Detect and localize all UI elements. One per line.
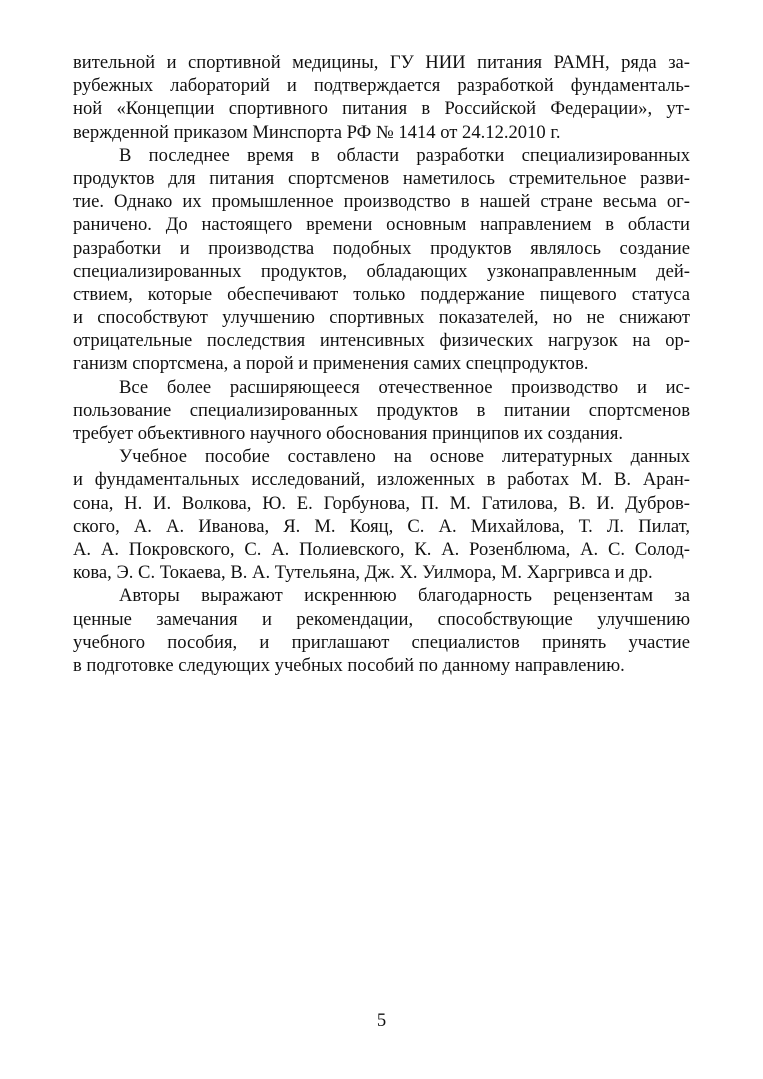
- text-line: и фундаментальных исследований, изложенных в работах М. В. Аран-: [73, 469, 690, 491]
- text-line: Авторы выражают искреннюю благодарность рецензентам за: [119, 585, 690, 607]
- text-line: в подготовке следующих учебных пособий по данному направлению.: [73, 654, 625, 676]
- text-line: тие. Однако их промышленное производство в нашей стране весьма ог-: [73, 191, 690, 213]
- text-line: раничено. До настоящего времени основным направлением в области: [73, 214, 690, 236]
- text-line: рубежных лабораторий и подтверждается разработкой фундаменталь-: [73, 75, 690, 97]
- text-line: сона, Н. И. Волкова, Ю. Е. Горбунова, П. М. Гатилова, В. И. Дубров-: [73, 492, 690, 514]
- text-line: ной «Концепции спортивного питания в Российской Федерации», ут-: [73, 98, 690, 120]
- text-line: В последнее время в области разработки специализированных: [119, 144, 690, 166]
- text-line: вержденной приказом Минспорта РФ № 1414 от 24.12.2010 г.: [73, 121, 561, 143]
- body-text: [73, 51, 690, 677]
- text-line: специализированных продуктов, обладающих узконаправленным дей-: [73, 260, 690, 282]
- paragraph-2: [73, 144, 690, 376]
- text-line: требует объективного научного обоснования принципов их создания.: [73, 423, 624, 444]
- paragraph-1: [73, 51, 690, 144]
- text-line: А. А. Покровского, С. А. Полиевского, К. А. Розенблюма, А. С. Солод-: [73, 538, 690, 560]
- text-line: ствием, которые обеспечивают только поддержание пищевого статуса: [73, 283, 690, 305]
- text-line: отрицательные последствия интенсивных физических нагрузок на ор-: [73, 330, 690, 352]
- text-line: продуктов для питания спортсменов наметилось стремительное разви-: [73, 167, 690, 189]
- paragraph-4: [73, 445, 690, 584]
- text-line: пользование специализированных продуктов в питании спортсменов: [73, 399, 690, 421]
- text-line: Учебное пособие составлено на основе литературных данных: [119, 446, 690, 468]
- text-line: разработки и производства подобных продуктов являлось создание: [73, 237, 690, 259]
- text-line: вительной и спортивной медицины, ГУ НИИ питания РАМН, ряда за-: [73, 52, 690, 73]
- text-line: ского, А. А. Иванова, Я. М. Кояц, С. А. Михайлова, Т. Л. Пилат,: [73, 515, 690, 537]
- paragraph-5: [73, 584, 690, 677]
- text-line: и способствуют улучшению спортивных показателей, но не снижают: [73, 307, 690, 329]
- text-line: кова, Э. С. Токаева, В. А. Тутельяна, Дж. Х. Уилмора, М. Харгривса и др.: [73, 562, 653, 584]
- paragraph-3: [73, 376, 690, 446]
- text-line: учебного пособия, и приглашают специалистов принять участие: [73, 631, 690, 653]
- text-line: ганизм спортсмена, а порой и применения самих спецпродуктов.: [73, 353, 589, 375]
- page-number: 5: [376, 1010, 387, 1031]
- text-line: ценные замечания и рекомендации, способствующие улучшению: [73, 608, 690, 630]
- text-line: Все более расширяющееся отечественное производство и ис-: [119, 376, 690, 398]
